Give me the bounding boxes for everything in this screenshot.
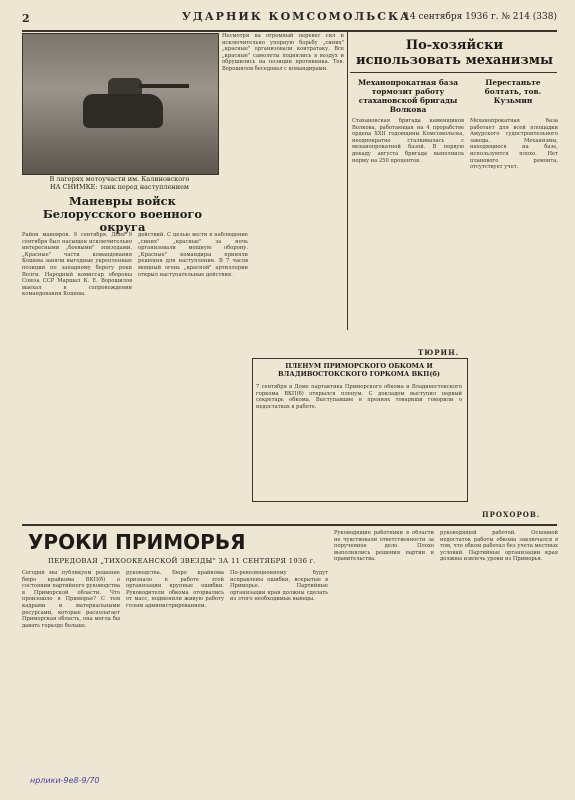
article-uroki-col4: Руководящие работники в области не чувствовали ответственности за порученное дело. Плохо выполнялись решения партии и правительства.: [334, 530, 434, 563]
article-maneuvers-col3: Несмотря на огромный перевес сил и исключительно упорную борьбу „синих" „красные" организовали контратаку. Все „красные" самолеты поднялись в воздух и обрушились на позиции противника. Тов. Ворошилов беседовал с командирами.: [222, 33, 344, 72]
article-perestante-text: Механопрокатная база работает для всей площадки Амурского судостроительного завода. Механизмы, находящиеся на базе, используются плохо. Нет планового ремонта, отсутствует учет.: [470, 118, 558, 171]
headline-rule: [350, 72, 557, 73]
masthead: УДАРНИК КОМСОМОЛЬСКА: [182, 10, 411, 23]
tank-photo: [22, 33, 219, 175]
signature-turin: ТЮРИН.: [418, 348, 460, 357]
tank-body: [83, 94, 163, 128]
headline-plenum: ПЛЕНУМ ПРИМОРСКОГО ОБКОМА И ВЛАДИВОСТОКСКОГО ГОРКОМА ВКП(б): [277, 362, 441, 378]
article-uroki-col3: По-революционному будут исправлены ошибки, вскрытые в Приморье. Партийные организации края должны сделать из этого необходимые выводы.: [230, 570, 328, 603]
tank-gun: [139, 84, 189, 88]
page-header: [22, 8, 557, 32]
headline-hozyaiski: По-хозяйски использовать механизмы: [355, 38, 554, 68]
page-number: 2: [22, 12, 30, 25]
article-uroki-col1: Сегодня мы публикуем решение бюро крайкома ВКП(б) о состоянии партийного руководства в Приморской области. Что произошло в Приморье? С тем кадрами и материальными ресурсами, которые располагает Приморская область, она могла бы давать гораздо больше.: [22, 570, 120, 629]
issue-date: 14 сентября 1936 г. № 214 (338): [404, 12, 557, 22]
article-plenum-text: 7 сентября в Доме партактива Приморского обкома и Владивостокского горкома ВКП(б) открылся пленум. С докладом выступил первый секретарь обкома. Выступавшие в прениях товарищи говорили о недостатках в работе.: [256, 384, 462, 410]
article-mehanizm-text: Стахановская бригада каменщиков Волкова, работающая на 4 прорабстве ордена XXII годовщины Комсомольска, неоднократно сталкивалась с механопрокатной базой. В первую декаду августа бригада выполнила норму на 250 процентов.: [352, 118, 464, 164]
headline-uroki: УРОКИ ПРИМОРЬЯ: [28, 530, 246, 554]
section-divider: [22, 524, 557, 526]
archive-stamp: нрлики-9е8-9/70: [30, 776, 100, 785]
photo-caption: [22, 175, 217, 191]
headline-perestante: Перестаньте болтать, тов. Кузьмин: [484, 78, 542, 105]
caption-line-1: В лагерях мотоучасти им. Калиновского: [49, 175, 190, 183]
caption-line-2: НА СНИМКЕ: танк перед наступлением: [50, 183, 189, 191]
column-rule: [347, 30, 348, 330]
headline-maneuvers: Маневры войск Белорусского военного округа: [42, 194, 203, 234]
article-uroki-col2: руководства. Бюро крайкома признало в работе этой организации крупные ошибки. Руководители обкома оторвались от масс, подменили живую работу голым администрированием.: [126, 570, 224, 609]
signature-prokhorov: ПРОХОРОВ.: [482, 510, 541, 519]
article-maneuvers-col2: действий. С целью вести в наблюдение „синих" „красные" за ночь организовали мощную оборону. „Красные" командиры приняли решения для наступления. В 7 часов мощный огонь „красной" артиллерии открыл наступательные действия.: [138, 232, 248, 278]
headline-mehanizm-base: Механопрокатная база тормозит работу стахановской бригады Волкова: [357, 78, 459, 114]
article-maneuvers-col1: Район маневров. 9 сентября. День 9 сентября был насыщен исключительно интересными „боевыми" эпизодами. „Красные" части командования Кошева заняли выгодные укрепленные позиции по западному берегу реки Волги. Народный комиссар обороны Союза ССР Маршал К. Е. Ворошилов выехал в сопровождении командования Кошева.: [22, 232, 132, 298]
subheadline-uroki: ПЕРЕДОВАЯ „ТИХООКЕАНСКОЙ ЗВЕЗДЫ" ЗА 11 СЕНТЯБРЯ 1936 г.: [48, 557, 316, 565]
article-uroki-col5: руководящей работой. Основной недостаток работы обкома заключался в том, что обком работал без учета местных условий. Партийные организации края должны извлечь уроки из Приморья.: [440, 530, 558, 563]
